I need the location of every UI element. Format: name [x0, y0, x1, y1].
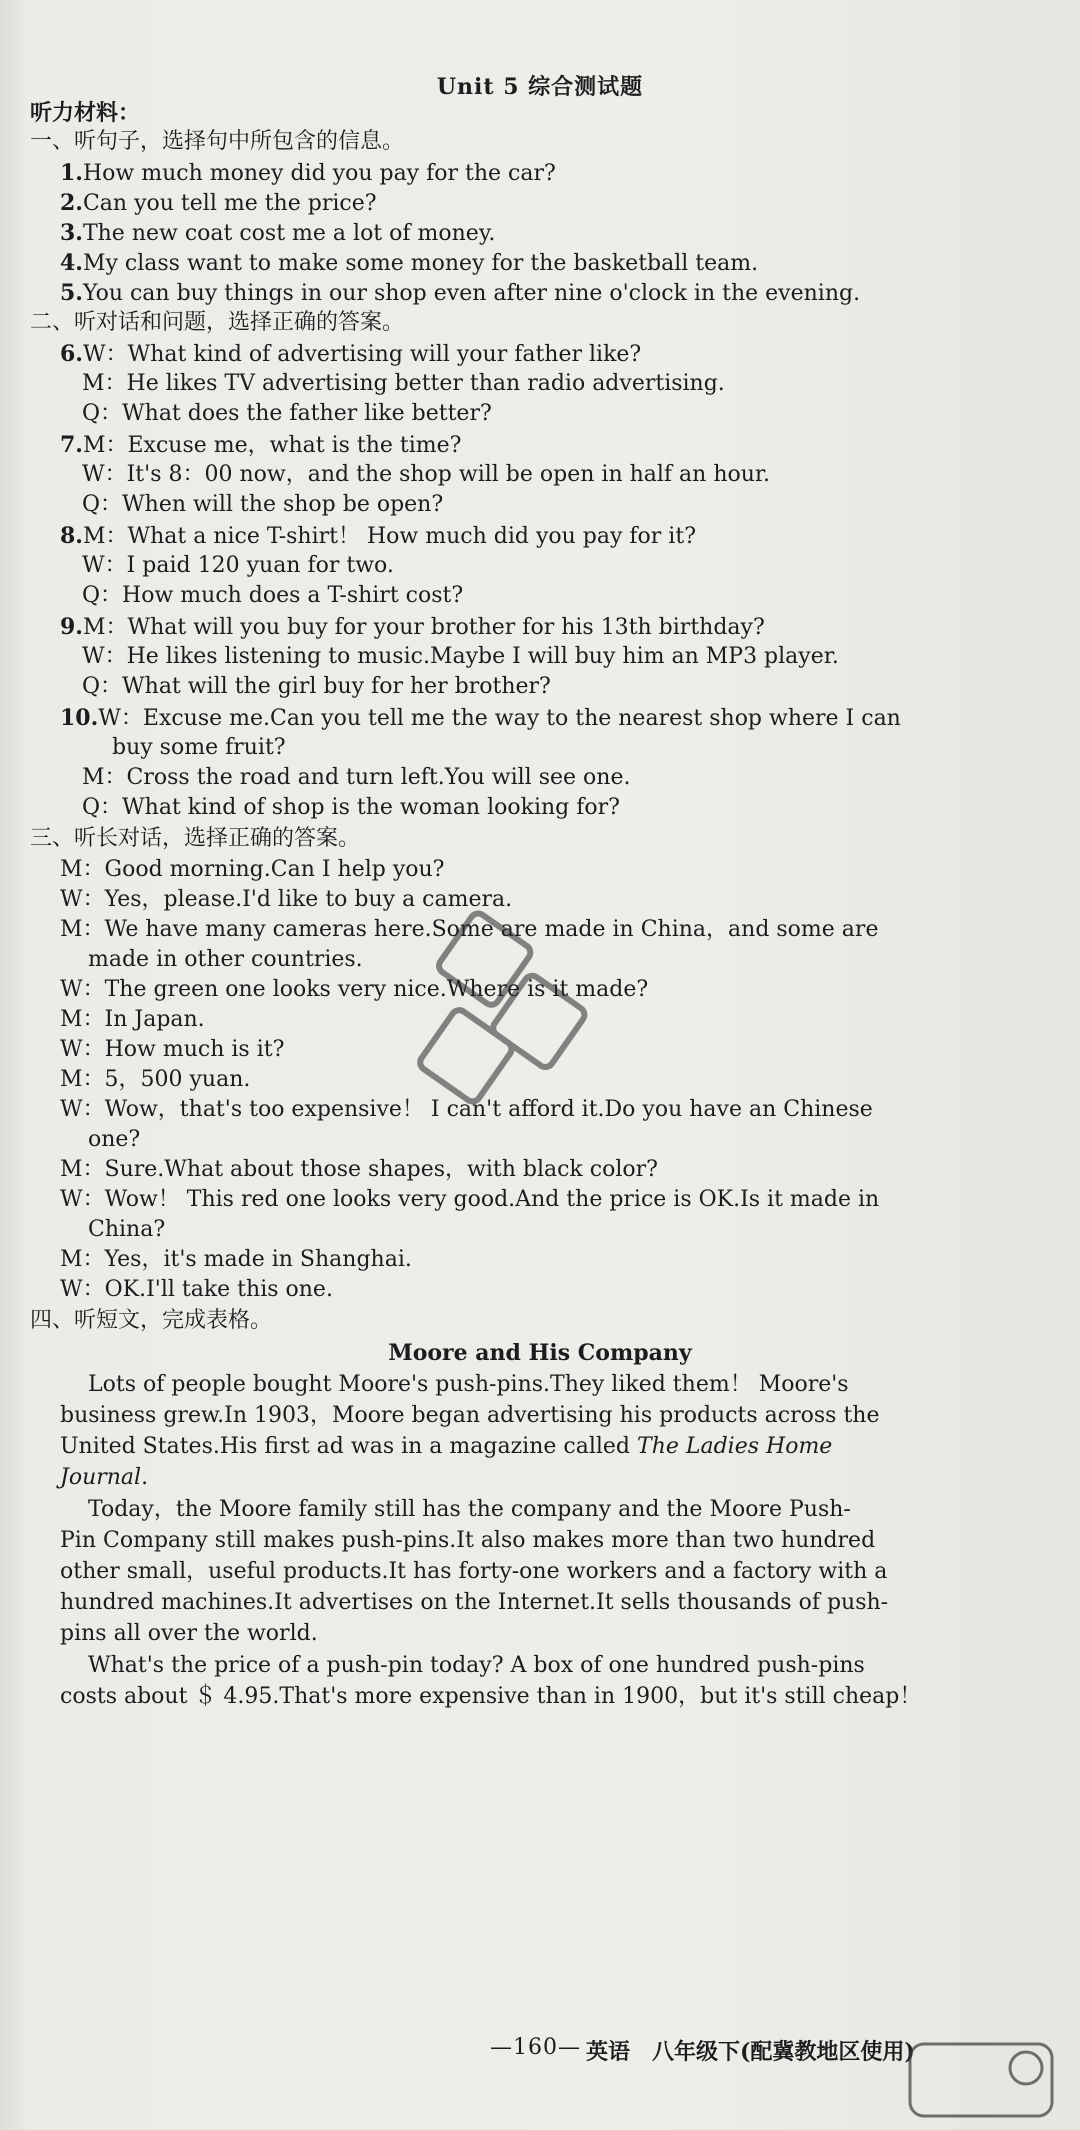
item-number: 1. [60, 160, 83, 186]
dialog-8-question: Q：How much does a T-shirt cost? [82, 583, 464, 608]
magazine-name: The Ladies Home [637, 1434, 833, 1459]
story-paragraph-2-line: other small，useful products.It has forty-one workers and a factory with a [60, 1559, 888, 1584]
story-paragraph-2-line: pins all over the world. [60, 1621, 318, 1646]
story-paragraph-3-line: costs about ＄ 4.95.That's more expensive than in 1900，but it's still cheap！ [60, 1684, 922, 1709]
dialog-6-question: Q：What does the father like better? [82, 401, 492, 426]
item-number: 3. [60, 220, 83, 246]
long-dialog-line: W：Yes，please.I'd like to buy a camera. [60, 887, 513, 912]
dialog-6-line-1 [60, 339, 641, 370]
item-text: How much money did you pay for the car? [82, 161, 556, 186]
item-number: 4. [60, 250, 83, 276]
item-text: The new coat cost me a lot of money. [82, 221, 496, 246]
story-paragraph-1-line: Lots of people bought Moore's push-pins.They liked them！ Moore's [88, 1372, 849, 1397]
dialog-text: M：What a nice T-shirt！ How much did you pay for it? [82, 524, 696, 549]
part2-title: 二、听对话和问题，选择正确的答案。 [30, 310, 405, 335]
long-dialog-line: M：Sure.What about those shapes，with black color? [60, 1157, 658, 1182]
story-paragraph-2-line: hundred machines.It advertises on the Internet.It sells thousands of push- [60, 1590, 889, 1615]
dialog-10-line-2: M：Cross the road and turn left.You will see one. [82, 765, 631, 790]
magazine-name-cont: Journal [60, 1465, 142, 1490]
long-dialog-line: W：How much is it? [60, 1037, 285, 1062]
long-dialog-line: China? [88, 1217, 166, 1242]
long-dialog-line: W：Wow！ This red one looks very good.And the price is OK.Is it made in [60, 1187, 880, 1212]
dialog-8-line-2: W：I paid 120 yuan for two. [82, 553, 394, 578]
item-5 [60, 278, 860, 309]
story-paragraph-2-line: Pin Company still makes push-pins.It also makes more than two hundred [60, 1528, 876, 1553]
dialog-6-line-2: M：He likes TV advertising better than radio advertising. [82, 371, 725, 396]
dialog-text: M：Excuse me，what is the time? [82, 433, 462, 458]
long-dialog-line: one? [88, 1127, 141, 1152]
dialog-text: W：Excuse me.Can you tell me the way to the nearest shop where I can [98, 706, 901, 731]
item-number: 8. [60, 523, 83, 549]
long-dialog-line: M：In Japan. [60, 1007, 205, 1032]
story-paragraph-1-line [60, 1463, 148, 1493]
period: . [141, 1465, 149, 1490]
item-2 [60, 188, 377, 219]
item-number: 5. [60, 280, 83, 306]
long-dialog-line: M：Yes，it's made in Shanghai. [60, 1247, 412, 1272]
story-title: Moore and His Company [388, 1340, 692, 1366]
dialog-8-line-1 [60, 521, 696, 552]
story-paragraph-1-line [60, 1432, 832, 1462]
page-number: —160— [490, 2035, 581, 2060]
dialog-text: M：What will you buy for your brother for his 13th birthday? [82, 615, 765, 640]
item-number: 10. [60, 705, 99, 731]
part4-title: 四、听短文，完成表格。 [30, 1308, 273, 1333]
dialog-10-question: Q：What kind of shop is the woman looking for? [82, 795, 620, 820]
long-dialog-line: made in other countries. [88, 947, 363, 972]
item-number: 2. [60, 190, 83, 216]
story-text: United States.His first ad was in a magazine called [60, 1434, 631, 1459]
dialog-text: W：What kind of advertising will your father like? [82, 342, 642, 367]
long-dialog-line: M：5，500 yuan. [60, 1067, 251, 1092]
dialog-9-question: Q：What will the girl buy for her brother? [82, 674, 551, 699]
long-dialog-line: W：Wow，that's too expensive！ I can't afford it.Do you have an Chinese [60, 1097, 873, 1122]
footer-subject: 英语 八年级下(配冀教地区使用) [586, 2039, 915, 2065]
story-paragraph-1-line: business grew.In 1903，Moore began advertising his products across the [60, 1403, 880, 1428]
dialog-7-line-2: W：It's 8：00 now，and the shop will be open in half an hour. [82, 462, 771, 487]
corner-logo [906, 2040, 1056, 2120]
item-number: 6. [60, 341, 83, 367]
dialog-9-line-1 [60, 612, 765, 643]
story-paragraph-3-line: What's the price of a push-pin today? A box of one hundred push-pins [88, 1653, 865, 1678]
item-4 [60, 248, 758, 279]
dialog-7-line-1 [60, 430, 461, 461]
dialog-10-line-1 [60, 703, 901, 734]
heading-listening-material: 听力材料： [30, 100, 141, 126]
item-1 [60, 158, 556, 189]
dialog-10-line-1-cont: buy some fruit? [112, 735, 286, 760]
story-paragraph-2-line: Today，the Moore family still has the company and the Moore Push- [88, 1497, 851, 1522]
long-dialog-line: M：Good morning.Can I help you? [60, 857, 445, 882]
long-dialog-line: W：OK.I'll take this one. [60, 1277, 333, 1302]
item-3 [60, 218, 495, 249]
page-title: Unit 5 综合测试题 [436, 74, 644, 100]
long-dialog-line: W：The green one looks very nice.Where is it made? [60, 977, 649, 1002]
part1-title: 一、听句子，选择句中所包含的信息。 [30, 129, 405, 154]
item-text: You can buy things in our shop even after nine o'clock in the evening. [82, 281, 861, 306]
item-number: 9. [60, 614, 83, 640]
item-text: Can you tell me the price? [82, 191, 377, 216]
dialog-7-question: Q：When will the shop be open? [82, 492, 444, 517]
dialog-9-line-2: W：He likes listening to music.Maybe I will buy him an MP3 player. [82, 644, 839, 669]
part3-title: 三、听长对话，选择正确的答案。 [30, 826, 361, 851]
long-dialog-line: M：We have many cameras here.Some are made in China，and some are [60, 917, 879, 942]
item-number: 7. [60, 432, 83, 458]
item-text: My class want to make some money for the basketball team. [82, 251, 759, 276]
